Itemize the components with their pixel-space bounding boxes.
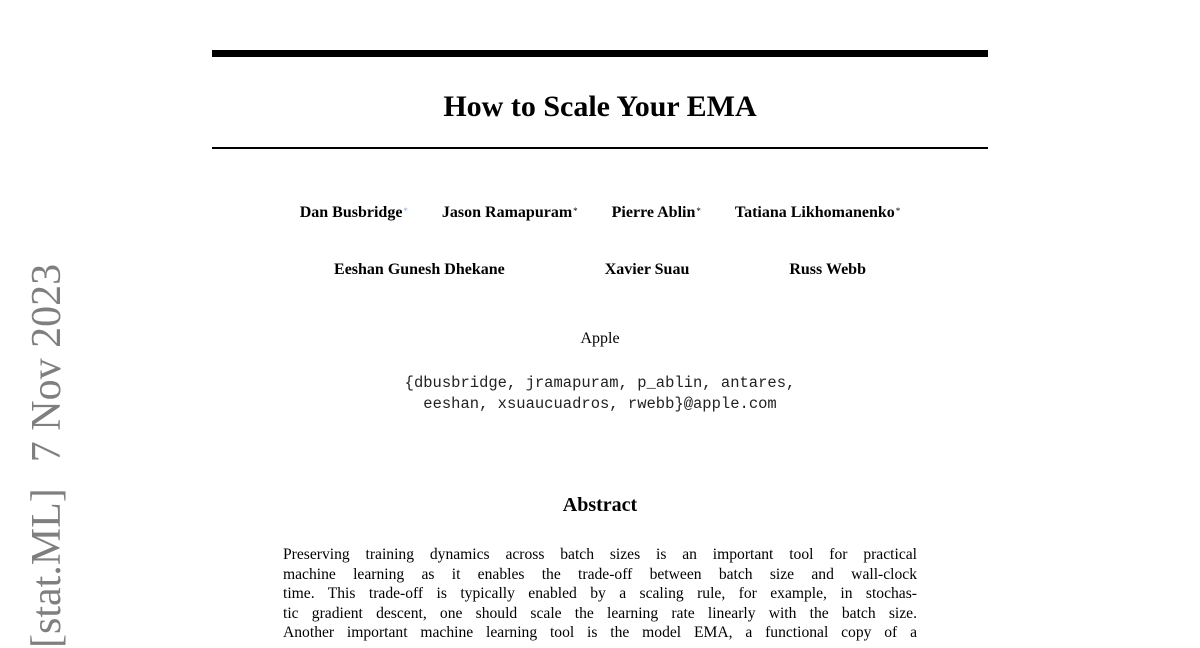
abstract-line: machine learning as it enables the trade-off between batch size and wall-clock xyxy=(283,565,917,583)
title-top-rule xyxy=(212,50,988,57)
authors-row-2 xyxy=(212,260,988,280)
paper-title: How to Scale Your EMA xyxy=(443,90,757,123)
authors-row-1 xyxy=(212,203,988,223)
equal-contribution-mark: * xyxy=(403,206,408,216)
author xyxy=(442,203,578,223)
email-line: eeshan, xsuaucuadros, rwebb}@apple.com xyxy=(423,395,777,413)
author-name: Jason Ramapuram xyxy=(441,204,573,221)
abstract-line: time. This trade-off is typically enabled by a scaling rule, for example, in stochas- xyxy=(283,585,917,603)
author xyxy=(605,260,690,280)
author-name: Xavier Suau xyxy=(604,261,690,278)
abstract-line: tic gradient descent, one should scale the learning rate linearly with the batch size. xyxy=(283,604,917,622)
abstract-line: Preserving training dynamics across batch sizes is an important tool for practical xyxy=(283,546,917,563)
author-name: Tatiana Likhomanenko xyxy=(734,204,895,221)
abstract-heading: Abstract xyxy=(562,494,638,516)
author-name: Eeshan Gunesh Dhekane xyxy=(334,261,505,278)
affiliation: Apple xyxy=(580,330,620,347)
author-name: Russ Webb xyxy=(789,261,866,278)
abstract-body xyxy=(283,545,917,643)
arxiv-category: [stat.ML] xyxy=(24,488,70,648)
author xyxy=(300,203,408,223)
equal-contribution-mark: * xyxy=(696,206,701,216)
equal-contribution-mark: * xyxy=(895,206,901,216)
author-name: Pierre Ablin xyxy=(611,204,696,221)
arxiv-margin-stamp xyxy=(24,264,70,648)
author-emails xyxy=(212,373,988,415)
equal-contribution-mark: * xyxy=(573,206,578,216)
author xyxy=(735,203,900,223)
author xyxy=(334,260,505,280)
author-name: Dan Busbridge xyxy=(299,204,403,221)
title-bottom-rule xyxy=(212,147,988,149)
email-line: {dbusbridge, jramapuram, p_ablin, antares, xyxy=(404,374,796,392)
arxiv-date: 7 Nov 2023 xyxy=(24,263,70,463)
abstract-line: Another important machine learning tool is the model EMA, a functional copy of a xyxy=(283,624,917,642)
author xyxy=(612,203,701,223)
author xyxy=(789,260,866,280)
